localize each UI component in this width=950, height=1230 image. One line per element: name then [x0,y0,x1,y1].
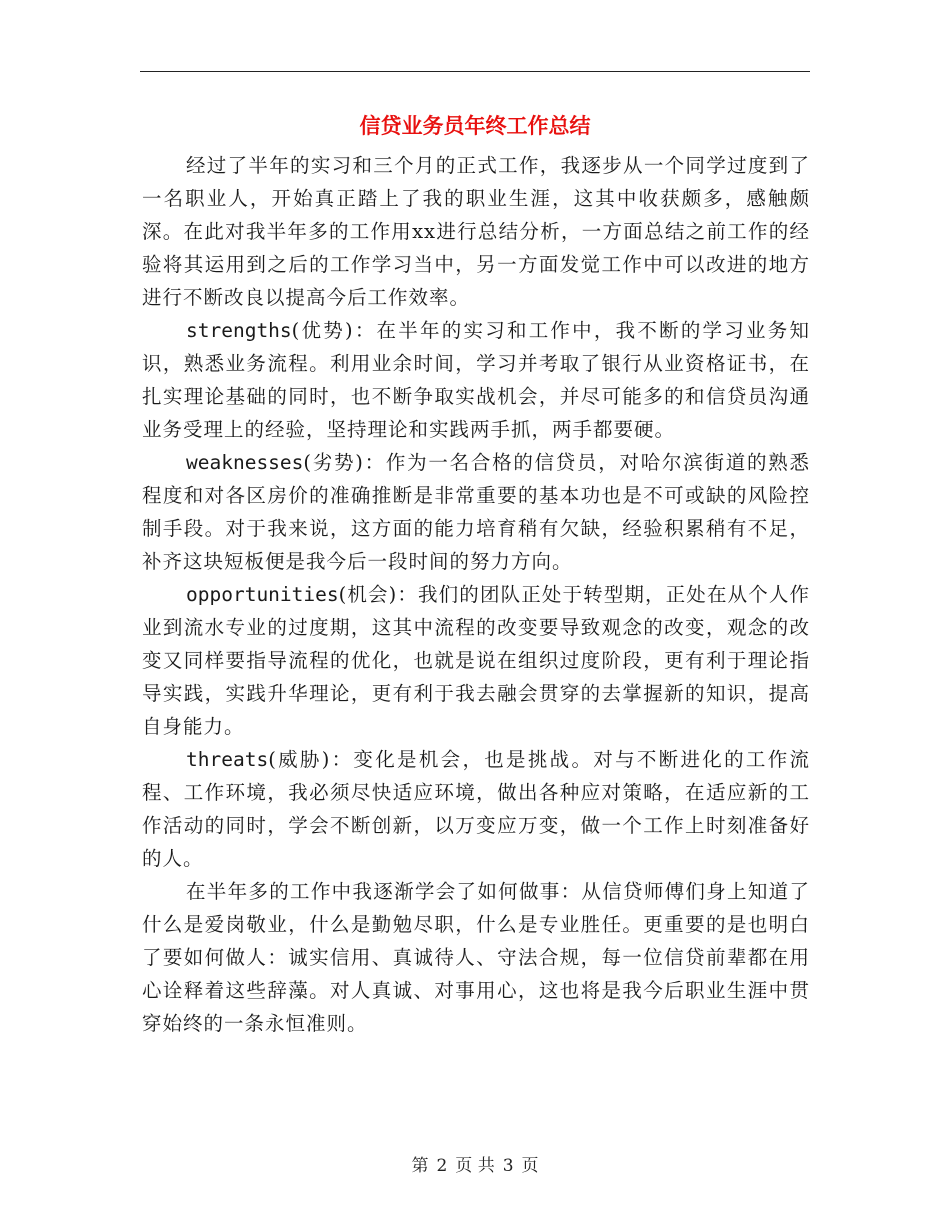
paragraph-text: (优势)：在半年的实习和工作中，我不断的学习业务知识，熟悉业务流程。利用业余时间，学习并考取了银行从业资格证书，在扎实理论基础的同时，也不断争取实战机会，并尽可能多的和信贷员沟通业务受理上的经验，坚持理论和实践两手抓，两手都要硬。 [142,319,810,441]
paragraph-text: 在半年多的工作中我逐渐学会了如何做事：从信贷师傅们身上知道了什么是爱岗敬业，什么是勤勉尽职，什么是专业胜任。更重要的是也明白了要如何做人：诚实信用、真诚待人、守法合规，每一位信贷前辈都在用心诠释着这些辞藻。对人真诚、对事用心，这也将是我今后职业生涯中贯穿始终的一条永恒准则。 [142,880,810,1035]
document-body [142,149,810,1040]
paragraph-text: (机会)：我们的团队正处于转型期，正处在从个人作业到流水专业的过度期，这其中流程的改变要导致观念的改变，观念的改变又同样要指导流程的优化，也就是说在组织过度阶段，更有利于理论指导实践，实践升华理论，更有利于我去融会贯穿的去掌握新的知识，提高自身能力。 [142,583,810,738]
paragraph-text: (威胁)：变化是机会，也是挑战。对与不断进化的工作流程、工作环境，我必须尽快适应环境，做出各种应对策略，在适应新的工作活动的同时，学会不断创新，以万变应万变，做一个工作上时刻准备好的人。 [142,748,810,870]
footer-page-prefix: 第 [411,1156,429,1176]
paragraph-lead: strengths [186,319,292,342]
paragraph-intro [142,149,810,314]
footer-page-total: 3 [502,1156,514,1176]
paragraph-weaknesses [142,446,810,578]
paragraph-text: (劣势)：作为一名合格的信贷员，对哈尔滨街道的熟悉程度和对各区房价的准确推断是非常重要的基本功也是不可或缺的风险控制手段。对于我来说，这方面的能力培育稍有欠缺，经验积累稍有不足，补齐这块短板便是我今后一段时间的努力方向。 [142,451,810,573]
paragraph-lead: opportunities [186,583,339,606]
paragraph-lead: weaknesses [186,451,304,474]
paragraph-text: 经过了半年的实习和三个月的正式工作，我逐步从一个同学过度到了一名职业人，开始真正踏上了我的职业生涯，这其中收获颇多，感触颇深。在此对我半年多的工作用xx进行总结分析，一方面总结之前工作的经验将其运用到之后的工作学习当中，另一方面发觉工作中可以改进的地方进行不断改良以提高今后工作效率。 [142,154,810,309]
document-title: 信贷业务员年终工作总结 [359,114,591,138]
footer-page-current: 2 [436,1156,448,1176]
paragraph-conclusion [142,875,810,1040]
footer-page-suffix: 页 [521,1156,539,1176]
page-footer [0,1154,950,1178]
paragraph-lead: threats [186,748,269,771]
paragraph-opportunities [142,578,810,743]
header-rule [140,71,810,72]
footer-page-middle: 页 共 [455,1156,495,1176]
paragraph-strengths [142,314,810,446]
paragraph-threats [142,743,810,875]
